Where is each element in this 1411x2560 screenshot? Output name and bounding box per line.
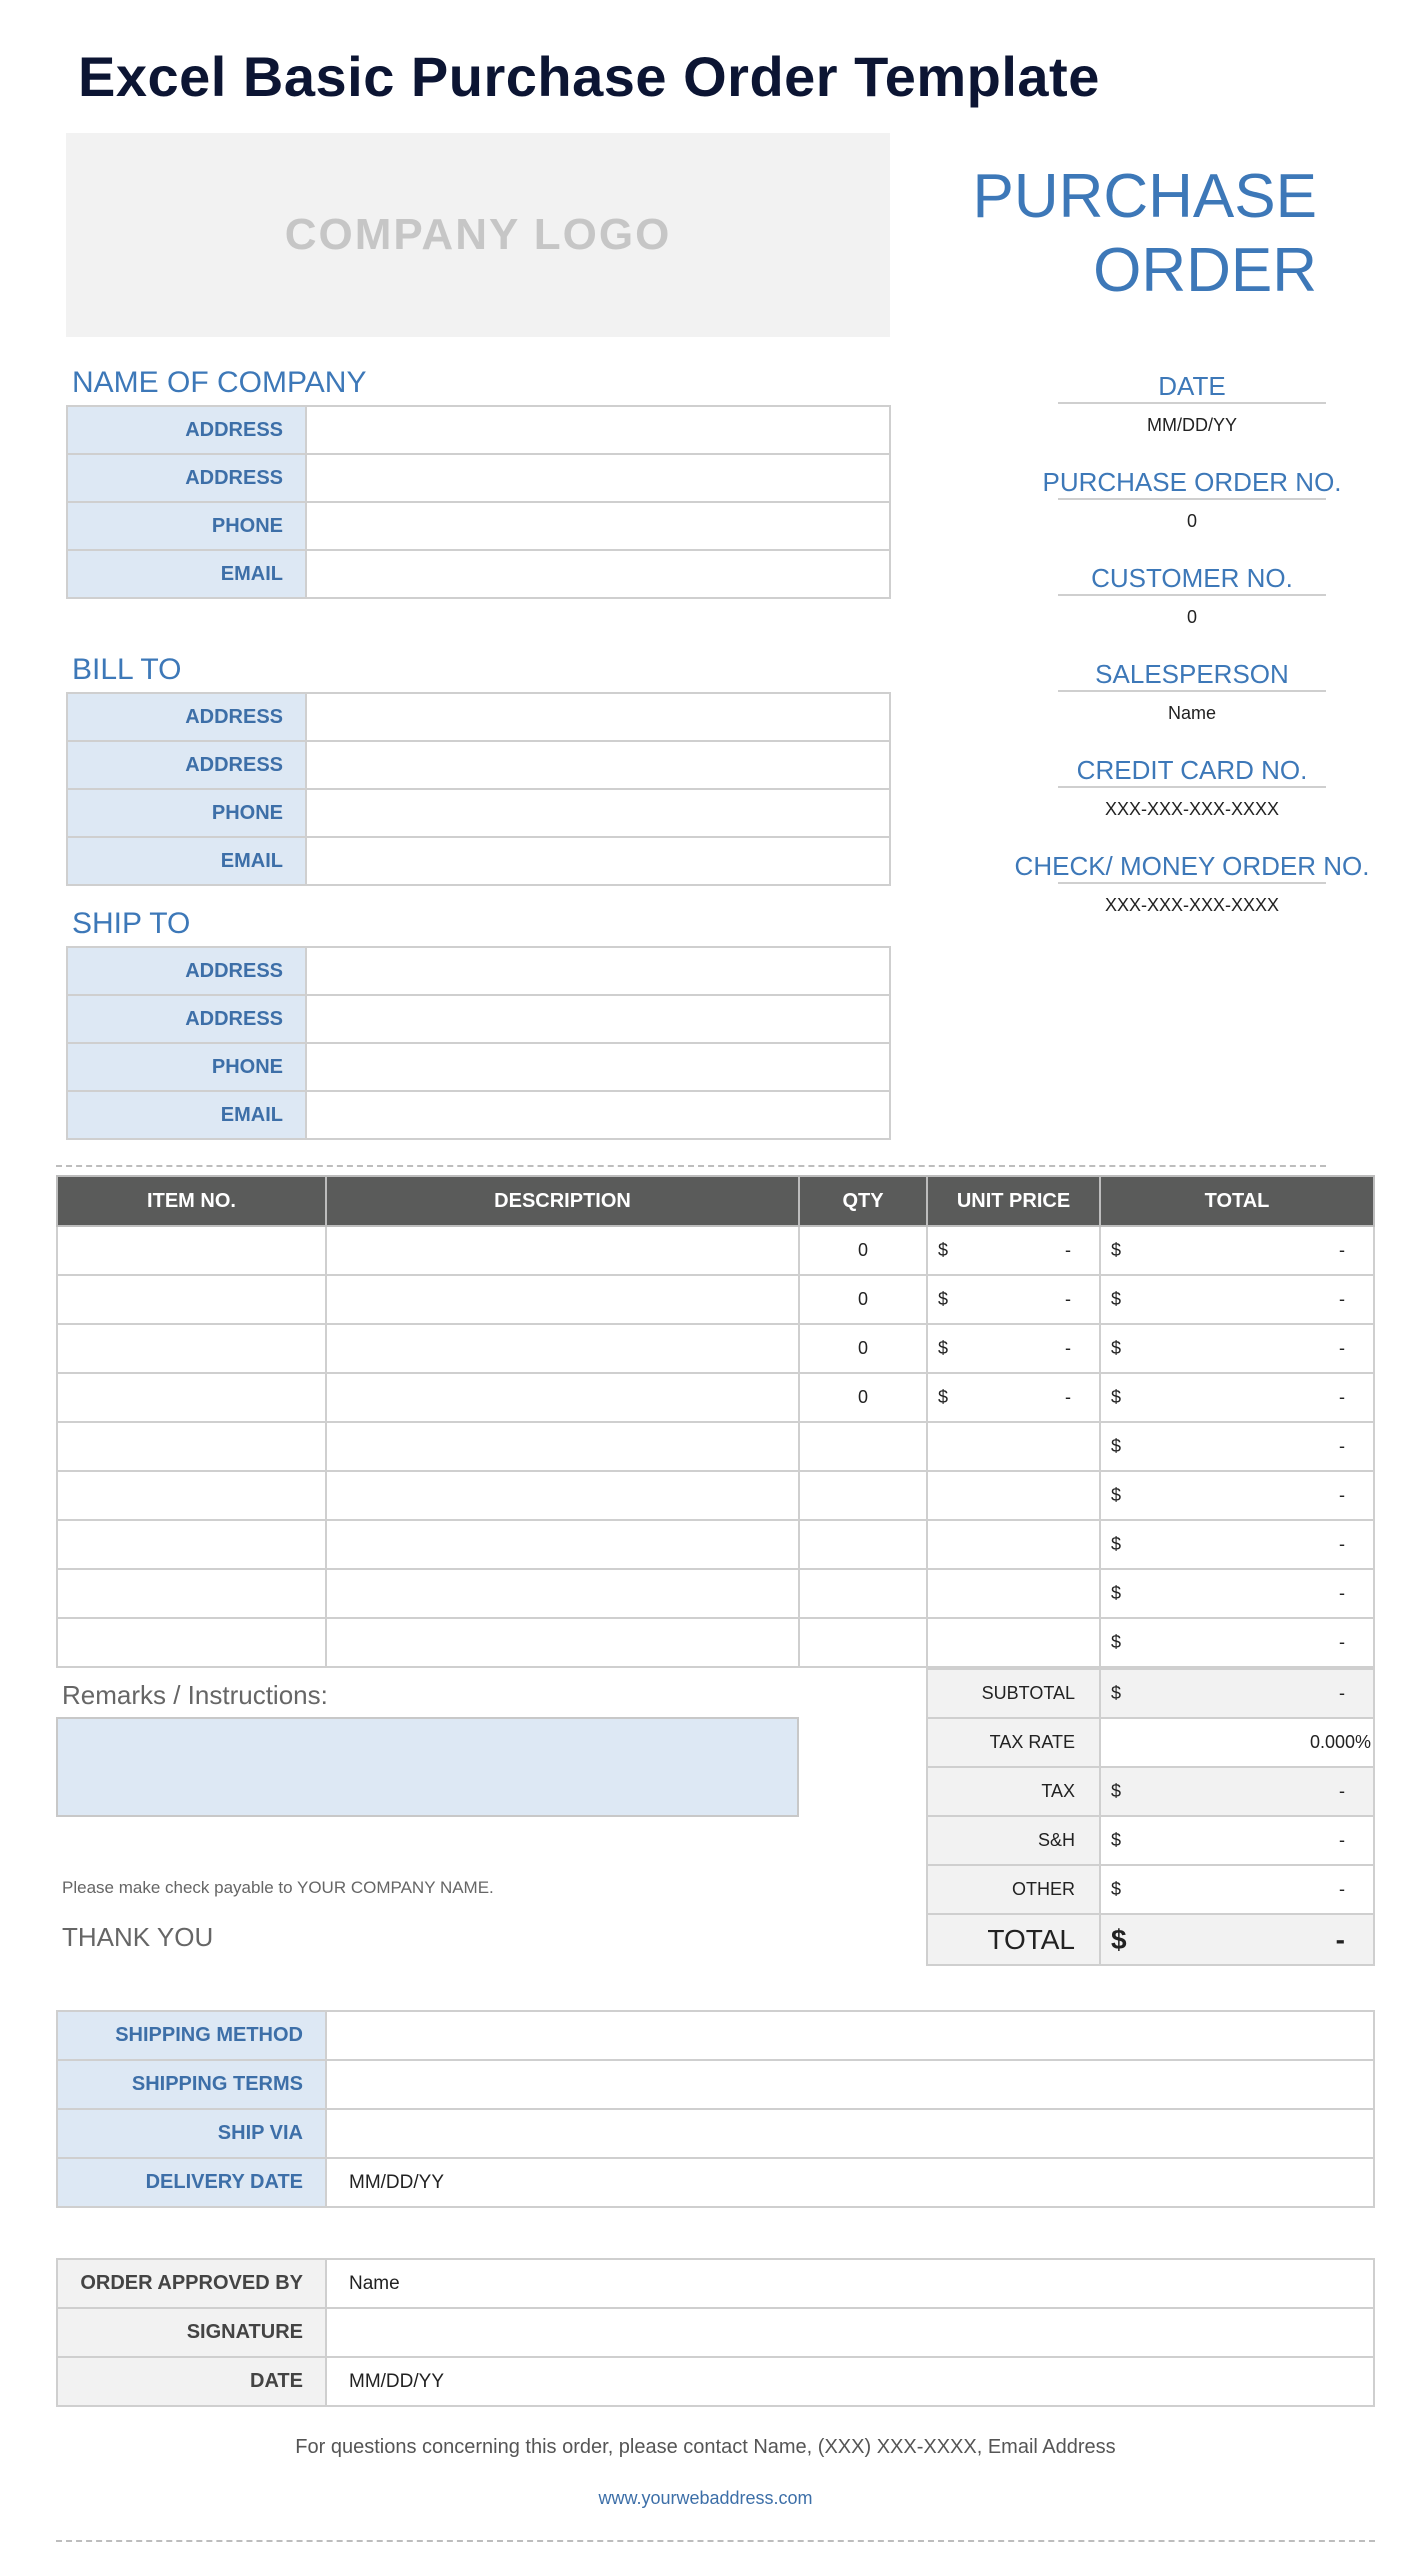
order-info-customer-number <box>1058 560 1326 656</box>
bill-to-address-2-input[interactable] <box>306 741 890 789</box>
ship-via-input[interactable] <box>326 2109 1374 2158</box>
description-cell[interactable] <box>326 1275 799 1324</box>
total-cell <box>1100 1226 1374 1275</box>
credit-card-label: CREDIT CARD NO. <box>1058 752 1326 788</box>
currency-symbol: $ <box>938 1338 949 1358</box>
line-total-value: - <box>1339 1240 1345 1260</box>
footer-contact-text: For questions concerning this order, please contact Name, (XXX) XXX-XXXX, Email Address <box>295 2436 1116 2458</box>
remarks-input[interactable] <box>56 1717 799 1817</box>
approval-date-row <box>57 2357 1374 2406</box>
grand-total-value-cell <box>1100 1914 1374 1965</box>
item-no-cell[interactable] <box>57 1520 326 1569</box>
check-money-order-label: CHECK/ MONEY ORDER NO. <box>1058 848 1326 884</box>
table-row <box>57 1422 1374 1471</box>
approved-by-input[interactable]: Name <box>326 2259 1374 2308</box>
currency-symbol: $ <box>938 1387 949 1407</box>
qty-cell[interactable]: 0 <box>799 1226 927 1275</box>
field-label: PHONE <box>67 789 306 837</box>
credit-card-value[interactable]: XXX-XXX-XXX-XXXX <box>1104 799 1280 819</box>
unit-price-value: - <box>1065 1338 1071 1358</box>
delivery-date-input[interactable]: MM/DD/YY <box>326 2158 1374 2207</box>
col-header-item-no: ITEM NO. <box>57 1176 326 1226</box>
description-cell[interactable] <box>326 1618 799 1667</box>
currency-symbol: $ <box>938 1240 949 1260</box>
line-total-value: - <box>1339 1632 1345 1652</box>
currency-symbol: $ <box>1111 1338 1122 1358</box>
col-header-unit-price: UNIT PRICE <box>927 1176 1100 1226</box>
shipping-terms-row <box>57 2060 1374 2109</box>
po-number-label: PURCHASE ORDER NO. <box>1058 464 1326 500</box>
grand-total-label: TOTAL <box>927 1914 1100 1965</box>
field-label: EMAIL <box>67 1091 306 1139</box>
qty-cell[interactable]: 0 <box>799 1373 927 1422</box>
description-cell[interactable] <box>326 1520 799 1569</box>
bill-to-email-row <box>67 837 890 885</box>
unit-price-value: - <box>1065 1289 1071 1309</box>
bill-to-heading: BILL TO <box>72 653 182 686</box>
shipping-table <box>56 2010 1375 2208</box>
company-address-2-input[interactable] <box>306 454 890 502</box>
date-value[interactable]: MM/DD/YY <box>1147 415 1237 435</box>
table-row <box>57 1520 1374 1569</box>
item-no-cell[interactable] <box>57 1226 326 1275</box>
purchase-order-heading <box>972 160 1317 308</box>
tax-label: TAX <box>927 1767 1100 1816</box>
currency-symbol: $ <box>1111 1485 1122 1505</box>
page-title: Excel Basic Purchase Order Template <box>78 45 1100 108</box>
description-cell[interactable] <box>326 1373 799 1422</box>
bill-to-phone-row <box>67 789 890 837</box>
line-total-value: - <box>1339 1534 1345 1554</box>
description-cell[interactable] <box>326 1569 799 1618</box>
total-cell <box>1100 1471 1374 1520</box>
subtotal-value: - <box>1339 1683 1345 1703</box>
field-label: DELIVERY DATE <box>57 2158 326 2207</box>
table-row <box>57 1275 1374 1324</box>
tax-rate-label: TAX RATE <box>927 1718 1100 1767</box>
field-label: ADDRESS <box>67 741 306 789</box>
sh-row <box>927 1816 1374 1865</box>
field-label: SHIPPING TERMS <box>57 2060 326 2109</box>
grand-total-row <box>927 1914 1374 1965</box>
tax-value-cell <box>1100 1767 1374 1816</box>
customer-number-value[interactable]: 0 <box>1186 607 1197 627</box>
line-total-value: - <box>1339 1583 1345 1603</box>
section-divider <box>56 1165 1326 1167</box>
order-info-credit-card <box>1058 752 1326 848</box>
subtotal-row <box>927 1669 1374 1718</box>
other-value: - <box>1339 1879 1345 1899</box>
table-row <box>57 1324 1374 1373</box>
other-row <box>927 1865 1374 1914</box>
bill-to-phone-input[interactable] <box>306 789 890 837</box>
item-no-cell[interactable] <box>57 1569 326 1618</box>
company-address-1-input[interactable] <box>306 406 890 454</box>
col-header-description: DESCRIPTION <box>326 1176 799 1226</box>
po-number-value[interactable]: 0 <box>1186 511 1197 531</box>
company-address-row <box>67 454 890 502</box>
ship-via-row <box>57 2109 1374 2158</box>
subtotal-value-cell <box>1100 1669 1374 1718</box>
approved-by-row <box>57 2259 1374 2308</box>
qty-cell[interactable] <box>799 1422 927 1471</box>
currency-symbol: $ <box>1111 1781 1122 1801</box>
bill-to-address-row <box>67 693 890 741</box>
ship-to-address-2-input[interactable] <box>306 995 890 1043</box>
thank-you-text: THANK YOU <box>62 1922 214 1952</box>
ship-to-address-row <box>67 947 890 995</box>
po-heading-line2: ORDER <box>1093 236 1317 305</box>
currency-symbol: $ <box>1111 1436 1122 1456</box>
unit-price-cell[interactable] <box>927 1324 1100 1373</box>
line-total-value: - <box>1339 1485 1345 1505</box>
item-no-cell[interactable] <box>57 1275 326 1324</box>
shipping-method-row <box>57 2011 1374 2060</box>
total-cell <box>1100 1324 1374 1373</box>
field-label: SHIPPING METHOD <box>57 2011 326 2060</box>
company-email-row <box>67 550 890 598</box>
remarks-label: Remarks / Instructions: <box>62 1680 328 1710</box>
other-input[interactable] <box>1100 1865 1374 1914</box>
bill-to-address-row <box>67 741 890 789</box>
currency-symbol: $ <box>1111 1830 1122 1850</box>
logo-placeholder-text: COMPANY LOGO <box>284 210 672 259</box>
description-cell[interactable] <box>326 1471 799 1520</box>
table-row <box>57 1226 1374 1275</box>
total-cell <box>1100 1569 1374 1618</box>
item-no-cell[interactable] <box>57 1373 326 1422</box>
field-label: ADDRESS <box>67 693 306 741</box>
date-label: DATE <box>1058 368 1326 404</box>
item-no-cell[interactable] <box>57 1422 326 1471</box>
field-label: ORDER APPROVED BY <box>57 2259 326 2308</box>
ship-to-address-row <box>67 995 890 1043</box>
unit-price-cell[interactable] <box>927 1373 1100 1422</box>
total-cell <box>1100 1520 1374 1569</box>
sh-input[interactable] <box>1100 1816 1374 1865</box>
total-cell <box>1100 1275 1374 1324</box>
currency-symbol: $ <box>1111 1534 1122 1554</box>
table-row <box>57 1618 1374 1667</box>
company-info-table <box>66 405 891 599</box>
qty-cell[interactable] <box>799 1520 927 1569</box>
field-label: EMAIL <box>67 837 306 885</box>
other-label: OTHER <box>927 1865 1100 1914</box>
qty-cell[interactable] <box>799 1618 927 1667</box>
unit-price-cell[interactable] <box>927 1520 1100 1569</box>
company-email-input[interactable] <box>306 550 890 598</box>
field-label: EMAIL <box>67 550 306 598</box>
description-cell[interactable] <box>326 1422 799 1471</box>
unit-price-value: - <box>1065 1387 1071 1407</box>
unit-price-value: - <box>1065 1240 1071 1260</box>
field-label: SIGNATURE <box>57 2308 326 2357</box>
currency-symbol: $ <box>1111 1289 1122 1309</box>
tax-rate-row <box>927 1718 1374 1767</box>
field-label: ADDRESS <box>67 947 306 995</box>
qty-cell[interactable]: 0 <box>799 1324 927 1373</box>
table-row <box>57 1471 1374 1520</box>
qty-cell[interactable] <box>799 1569 927 1618</box>
table-row <box>57 1373 1374 1422</box>
line-items-table <box>56 1175 1375 1668</box>
ship-to-address-1-input[interactable] <box>306 947 890 995</box>
order-info-date <box>1058 368 1326 464</box>
currency-symbol: $ <box>1111 1923 1127 1955</box>
check-money-order-value[interactable]: XXX-XXX-XXX-XXXX <box>1104 895 1280 915</box>
total-cell <box>1100 1618 1374 1667</box>
po-heading-line1: PURCHASE <box>972 162 1317 231</box>
shipping-terms-input[interactable] <box>326 2060 1374 2109</box>
company-address-row <box>67 406 890 454</box>
total-cell <box>1100 1373 1374 1422</box>
line-total-value: - <box>1339 1289 1345 1309</box>
item-no-cell[interactable] <box>57 1471 326 1520</box>
qty-cell[interactable] <box>799 1471 927 1520</box>
description-cell[interactable] <box>326 1226 799 1275</box>
customer-number-label: CUSTOMER NO. <box>1058 560 1326 596</box>
total-cell <box>1100 1422 1374 1471</box>
tax-row <box>927 1767 1374 1816</box>
bill-to-address-1-input[interactable] <box>306 693 890 741</box>
order-info-panel <box>1014 368 1370 944</box>
footer-website-link[interactable]: www.yourwebaddress.com <box>598 2488 813 2508</box>
field-label: DATE <box>57 2357 326 2406</box>
order-info-salesperson <box>1058 656 1326 752</box>
currency-symbol: $ <box>1111 1583 1122 1603</box>
sh-value: - <box>1339 1830 1345 1850</box>
company-phone-input[interactable] <box>306 502 890 550</box>
salesperson-value[interactable]: Name <box>1167 703 1216 723</box>
ship-to-phone-row <box>67 1043 890 1091</box>
delivery-date-row <box>57 2158 1374 2207</box>
sh-label: S&H <box>927 1816 1100 1865</box>
salesperson-label: SALESPERSON <box>1058 656 1326 692</box>
item-no-cell[interactable] <box>57 1618 326 1667</box>
ship-to-email-row <box>67 1091 890 1139</box>
currency-symbol: $ <box>1111 1387 1122 1407</box>
tax-rate-input[interactable]: 0.000% <box>1100 1718 1374 1767</box>
ship-to-email-input[interactable] <box>306 1091 890 1139</box>
line-total-value: - <box>1339 1387 1345 1407</box>
line-total-value: - <box>1339 1436 1345 1456</box>
col-header-qty: QTY <box>799 1176 927 1226</box>
company-logo-placeholder[interactable] <box>66 133 890 337</box>
col-header-total: TOTAL <box>1100 1176 1374 1226</box>
order-info-check-money-order <box>1014 848 1370 944</box>
ship-to-heading: SHIP TO <box>72 907 191 940</box>
unit-price-cell[interactable] <box>927 1471 1100 1520</box>
items-header-row <box>57 1176 1374 1226</box>
qty-cell[interactable]: 0 <box>799 1275 927 1324</box>
tax-value: - <box>1339 1781 1345 1801</box>
field-label: SHIP VIA <box>57 2109 326 2158</box>
ship-to-phone-input[interactable] <box>306 1043 890 1091</box>
approval-date-input[interactable]: MM/DD/YY <box>326 2357 1374 2406</box>
company-name-heading: NAME OF COMPANY <box>72 366 367 399</box>
approval-table <box>56 2258 1375 2407</box>
currency-symbol: $ <box>1111 1879 1122 1899</box>
item-no-cell[interactable] <box>57 1324 326 1373</box>
signature-row <box>57 2308 1374 2357</box>
field-label: PHONE <box>67 1043 306 1091</box>
unit-price-cell[interactable] <box>927 1422 1100 1471</box>
description-cell[interactable] <box>326 1324 799 1373</box>
table-row <box>57 1569 1374 1618</box>
field-label: ADDRESS <box>67 995 306 1043</box>
footer-divider <box>56 2540 1375 2542</box>
unit-price-cell[interactable] <box>927 1569 1100 1618</box>
totals-table <box>926 1668 1375 1966</box>
unit-price-cell[interactable] <box>927 1618 1100 1667</box>
subtotal-label: SUBTOTAL <box>927 1669 1100 1718</box>
currency-symbol: $ <box>1111 1632 1122 1652</box>
currency-symbol: $ <box>1111 1683 1122 1703</box>
payable-note: Please make check payable to YOUR COMPANY NAME. <box>62 1878 494 1897</box>
unit-price-cell[interactable] <box>927 1226 1100 1275</box>
currency-symbol: $ <box>938 1289 949 1309</box>
shipping-method-input[interactable] <box>326 2011 1374 2060</box>
line-total-value: - <box>1339 1338 1345 1358</box>
currency-symbol: $ <box>1111 1240 1122 1260</box>
grand-total-value: - <box>1335 1923 1345 1955</box>
order-info-po-number <box>1042 464 1342 560</box>
field-label: ADDRESS <box>67 454 306 502</box>
field-label: ADDRESS <box>67 406 306 454</box>
ship-to-table <box>66 946 891 1140</box>
company-phone-row <box>67 502 890 550</box>
unit-price-cell[interactable] <box>927 1275 1100 1324</box>
field-label: PHONE <box>67 502 306 550</box>
bill-to-table <box>66 692 891 886</box>
signature-input[interactable] <box>326 2308 1374 2357</box>
bill-to-email-input[interactable] <box>306 837 890 885</box>
